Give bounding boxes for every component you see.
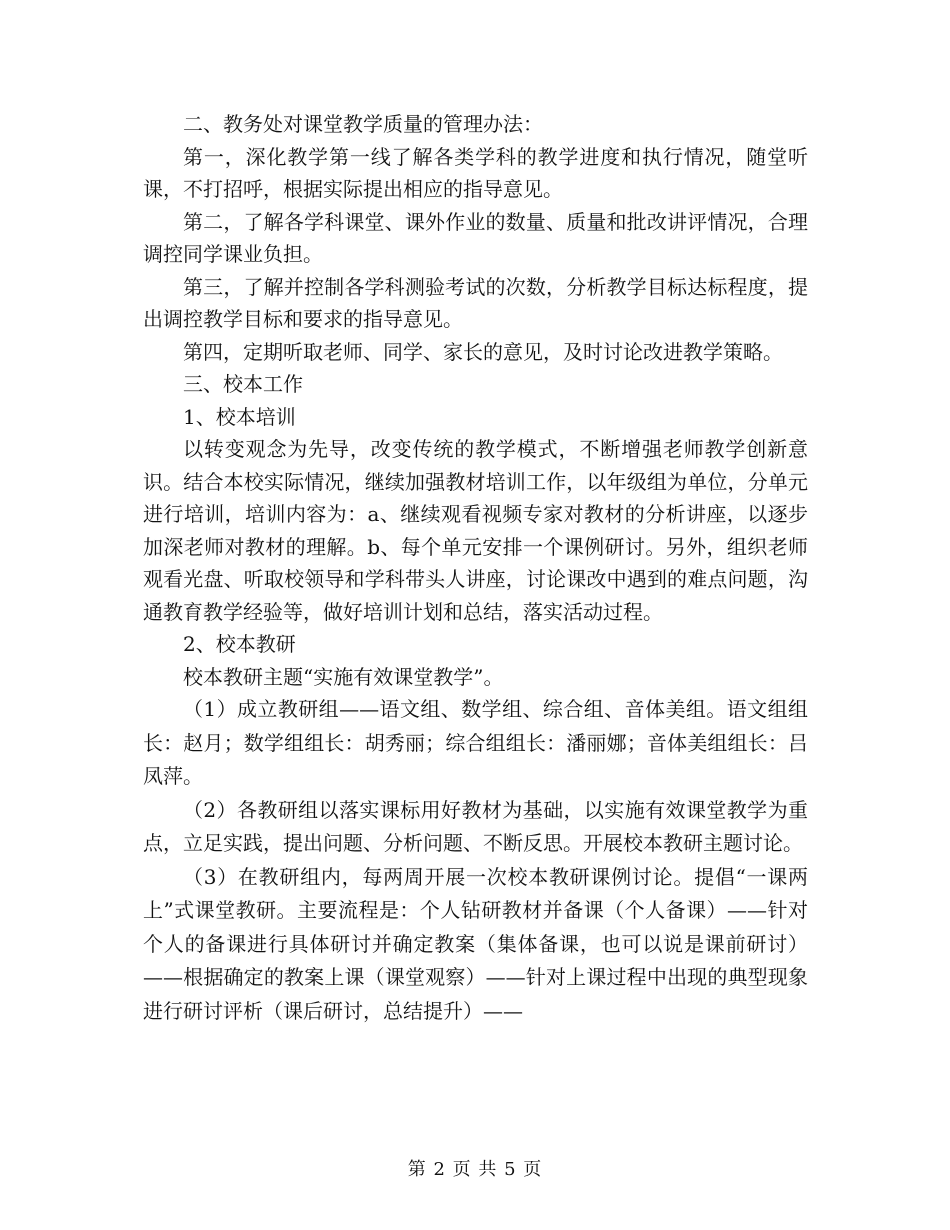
paragraph-research-groups: （1）成立教研组——语文组、数学组、综合组、音体美组。语文组组长：赵月；数学组组长：胡秀丽；综合组组长：潘丽娜；音体美组组长：吕凤萍。 bbox=[143, 697, 808, 788]
paragraph-research-focus: （2）各教研组以落实课标用好教材为基础，以实施有效课堂教学为重点，立足实践，提出问题、分析问题、不断反思。开展校本教研主题讨论。 bbox=[143, 797, 808, 855]
page-footer: 第 2 页 共 5 页 bbox=[407, 1159, 543, 1180]
subheading-school-research: 2、校本教研 bbox=[183, 632, 296, 656]
paragraph-research-process: （3）在教研组内，每两周开展一次校本教研课例讨论。提倡“一课两上”式课堂教研。主要流程是：个人钻研教材并备课（个人备课）——针对个人的备课进行具体研讨并确定教案（集体备课，也可以说是课前研讨）——根据确定的教案上课（课堂观察）——针对上课过程中出现的典型现象进行研讨评析（课后研讨，总结提升）—— bbox=[143, 864, 808, 1023]
paragraph-point-3: 第三，了解并控制各学科测验考试的次数，分析教学目标达标程度，提出调控教学目标和要求的指导意见。 bbox=[143, 274, 808, 331]
paragraph-point-4: 第四，定期听取老师、同学、家长的意见，及时讨论改进教学策略。 bbox=[183, 339, 783, 364]
paragraph-training: 以转变观念为先导，改变传统的教学模式，不断增强老师教学创新意识。结合本校实际情况，继续加强教材培训工作，以年级组为单位，分单元进行培训，培训内容为：a、继续观看视频专家对教材的分析讲座，以逐步加深老师对教材的理解。b、每个单元安排一个课例研讨。另外，组织老师观看光盘、听取校领导和学科带头人讲座，讨论课改中遇到的难点问题，沟通教育教学经验等，做好培训计划和总结，落实活动过程。 bbox=[143, 437, 808, 624]
paragraph-point-1: 第一，深化教学第一线了解各类学科的教学进度和执行情况，随堂听课，不打招呼，根据实际提出相应的指导意见。 bbox=[143, 144, 808, 201]
paragraph-point-2: 第二，了解各学科课堂、课外作业的数量、质量和批改讲评情况，合理调控同学课业负担。 bbox=[143, 209, 808, 266]
subheading-school-training: 1、校本培训 bbox=[183, 404, 296, 429]
section-heading-2: 二、教务处对课堂教学质量的管理办法： bbox=[183, 112, 543, 136]
paragraph-research-theme: 校本教研主题“实施有效课堂教学”。 bbox=[183, 664, 504, 689]
document-body bbox=[143, 108, 808, 1028]
section-heading-3: 三、校本工作 bbox=[183, 372, 303, 396]
